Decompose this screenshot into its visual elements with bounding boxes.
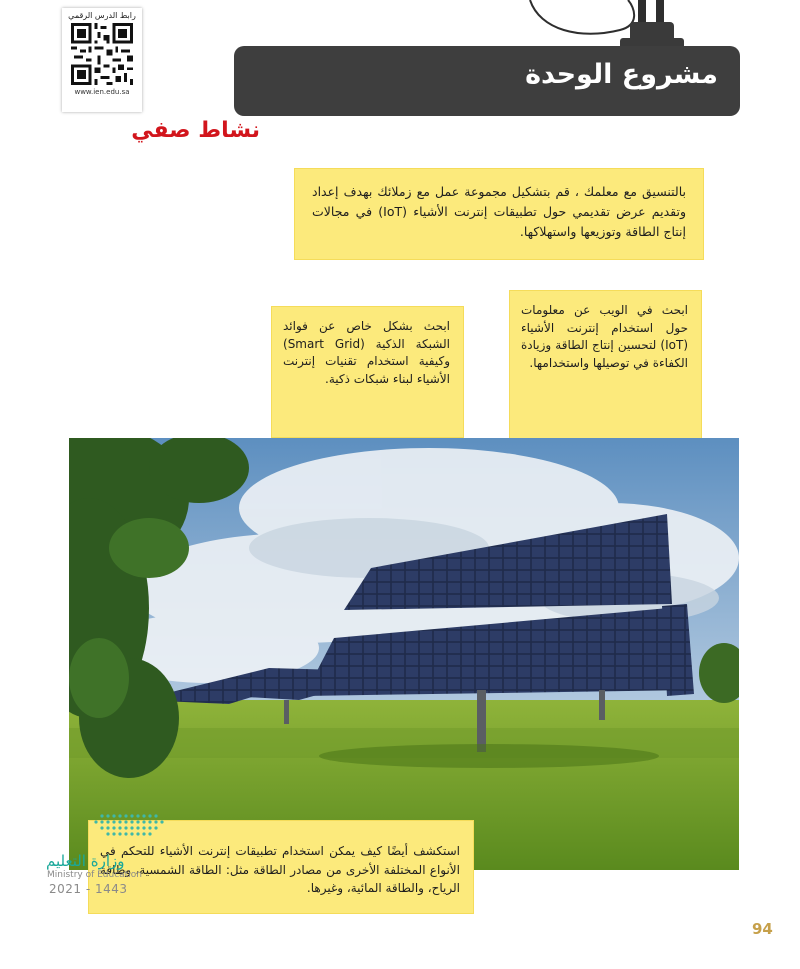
page-number: 94: [752, 920, 773, 938]
web-research-note-text: ابحث في الويب عن معلومات حول استخدام إنترنت الأشياء (IoT) لتحسين إنتاج الطاقة وزيادة الكفاءة في توصيلها واستخدامها.: [521, 303, 688, 370]
unit-title-banner: [234, 46, 740, 116]
intro-note: [294, 168, 704, 260]
ministry-name-arabic: وزارة التعليم: [46, 852, 125, 870]
smart-grid-note-text: ابحث بشكل خاص عن فوائد الشبكة الذكية (Smart Grid) وكيفية استخدام تقنيات إنترنت الأشياء لبناء شبكات ذكية.: [283, 319, 450, 386]
intro-note-text: بالتنسيق مع معلمك ، قم بتشكيل مجموعة عمل مع زملائك بهدف إعداد وتقديم عرض تقديمي حول تطبيقات إنترنت الأشياء (IoT) في مجالات إنتاج الطاقة وتوزيعها واستهلاكها.: [312, 184, 687, 239]
qr-caption: رابط الدرس الرقمي: [68, 11, 136, 20]
ministry-name-english: Ministry of Education: [47, 870, 142, 880]
activity-label: نشاط صفي: [131, 118, 260, 143]
qr-code-icon[interactable]: [71, 23, 133, 85]
web-research-note: [509, 290, 702, 440]
qr-url[interactable]: www.ien.edu.sa: [74, 88, 130, 96]
plug-cable-decoration: [520, 0, 750, 52]
solar-panels-photo: [69, 438, 739, 870]
unit-title: مشروع الوحدة: [525, 59, 718, 90]
smart-grid-note: [271, 306, 464, 438]
explore-note-text: استكشف أيضًا كيف يمكن استخدام تطبيقات إنترنت الأشياء للتحكم في الأنواع المختلفة الأخرى من مصادر الطاقة مثل: الطاقة الشمسية، وطاقة الرياح، والطاقة المائية، وغيرها.: [100, 844, 460, 895]
ministry-years: 2021 - 1443: [49, 882, 128, 896]
digital-lesson-qr-badge[interactable]: [62, 8, 142, 112]
